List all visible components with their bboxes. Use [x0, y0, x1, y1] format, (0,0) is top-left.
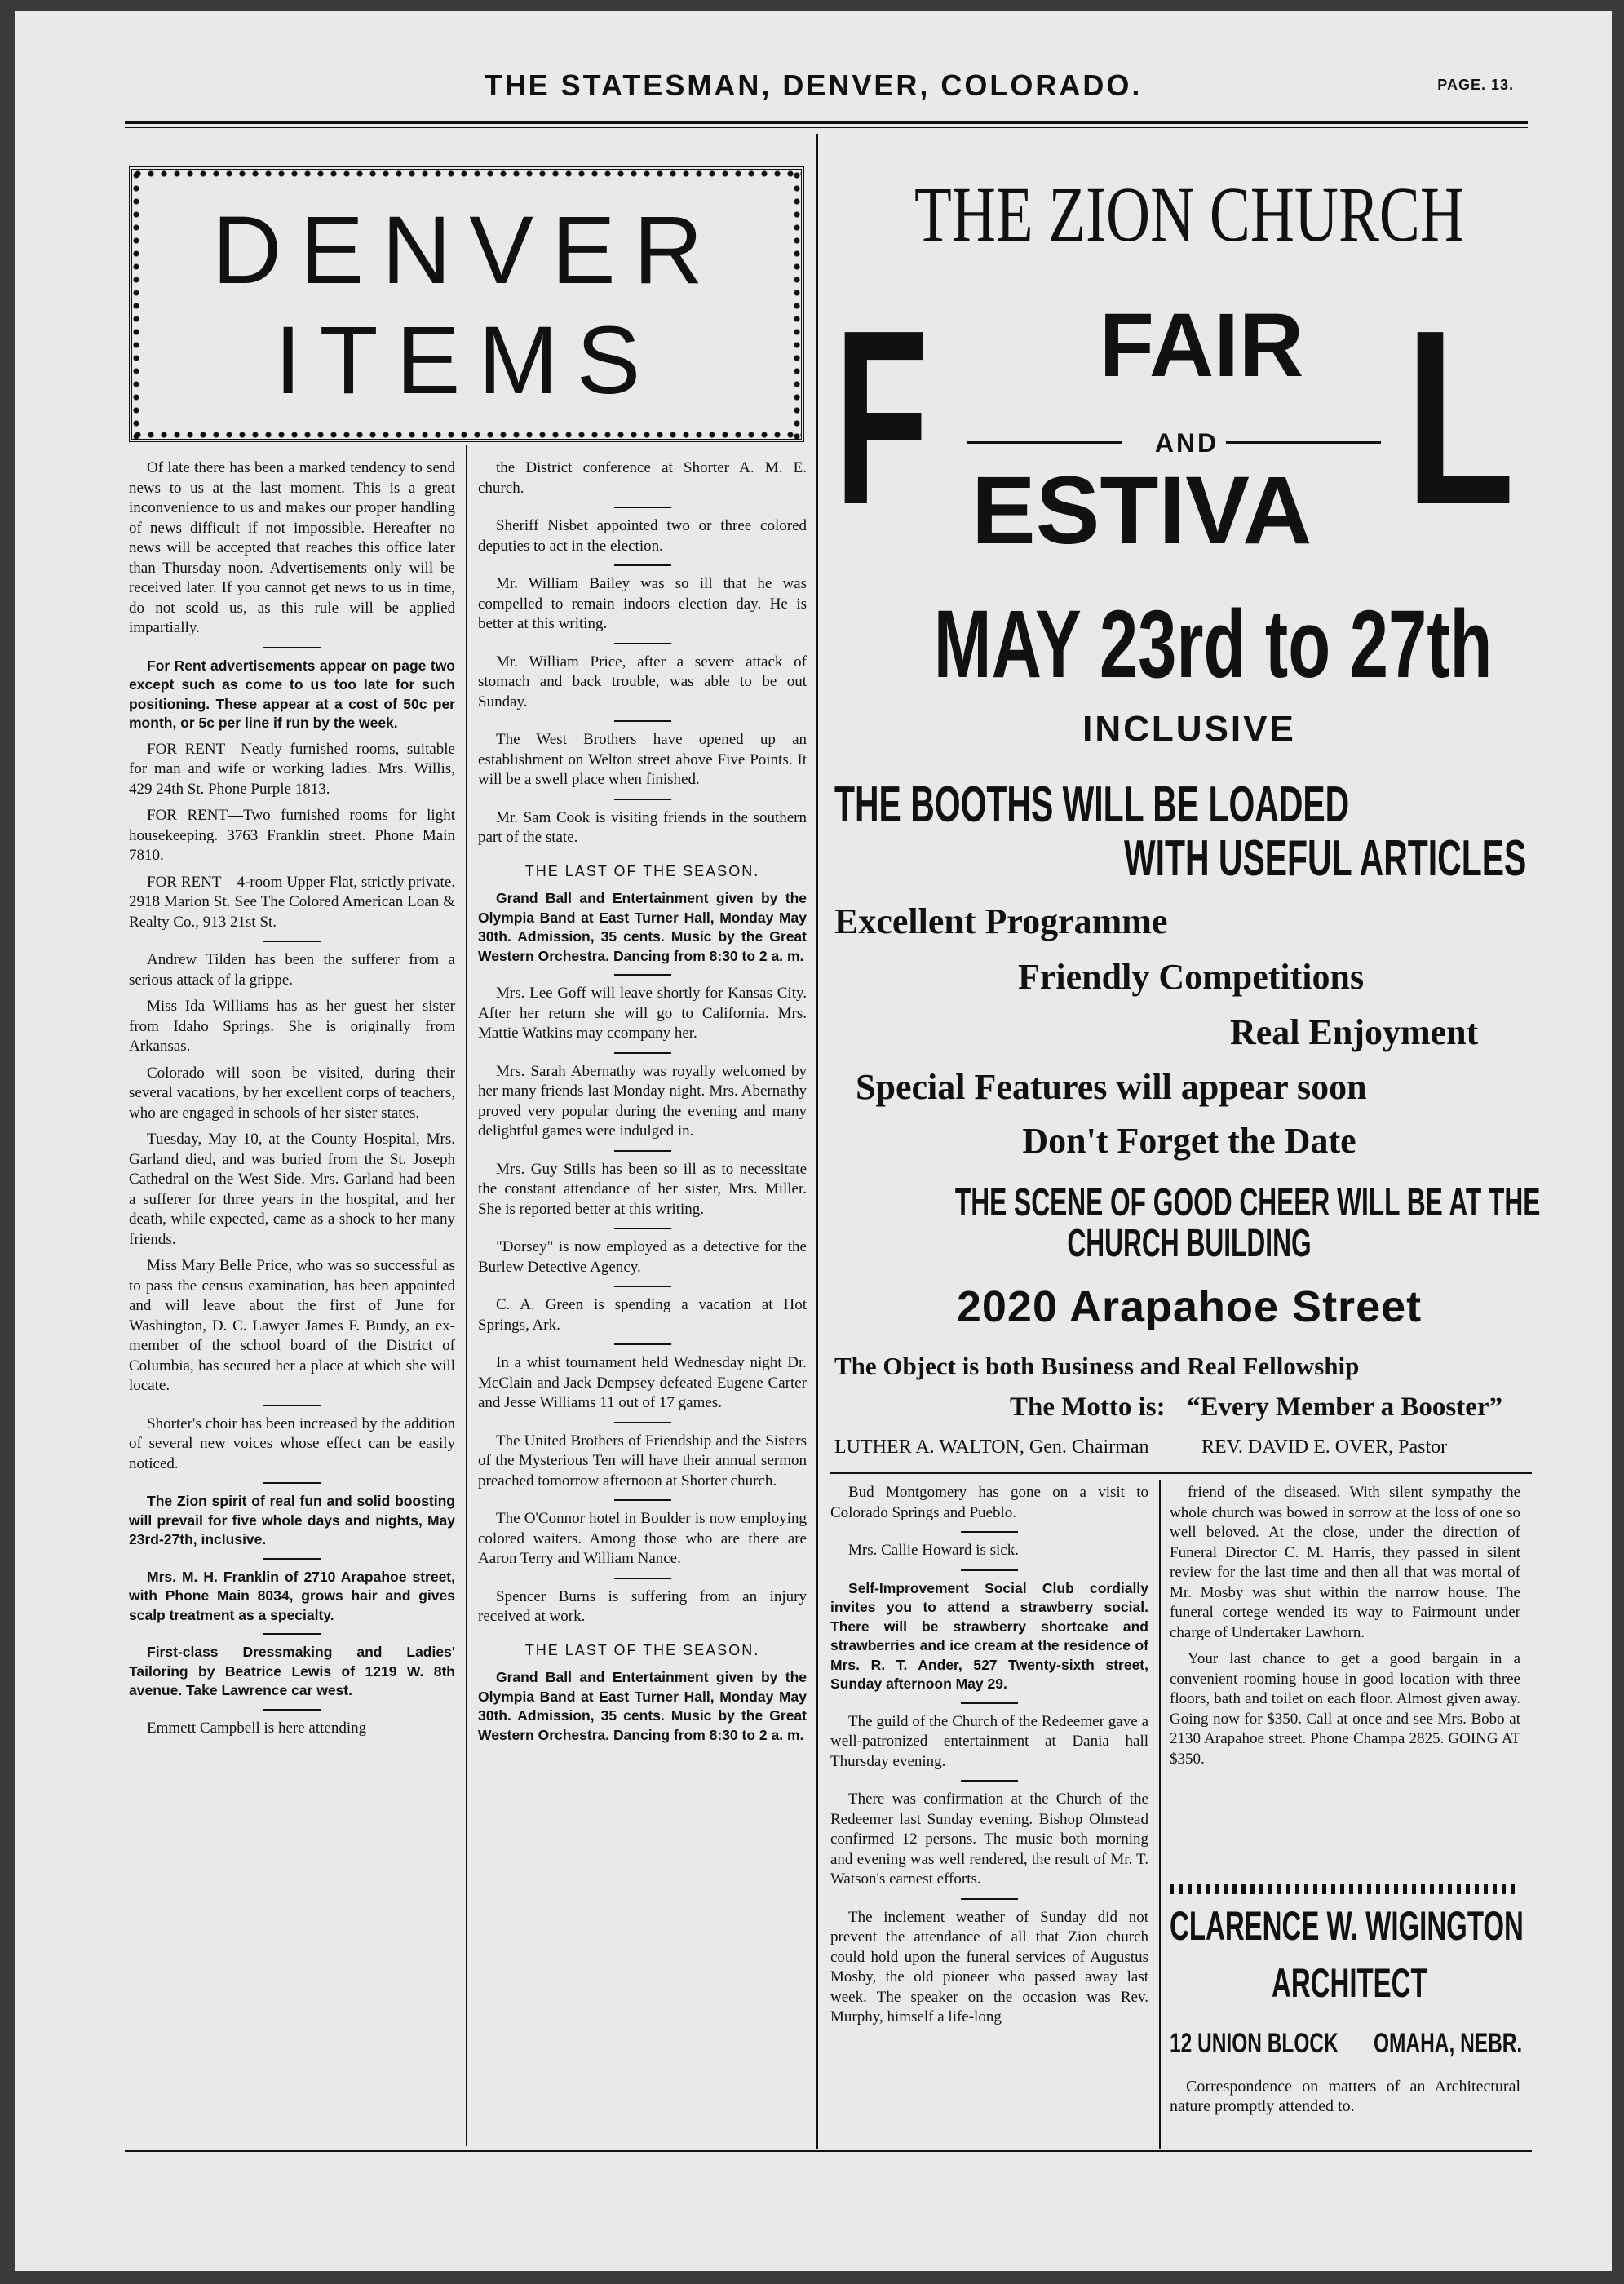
- ad-scene-line-2: CHURCH BUILDING: [1067, 1222, 1312, 1265]
- news-column-3: [830, 1483, 1148, 2034]
- item-separator: [263, 1482, 321, 1484]
- column-rule-3: [1159, 1480, 1161, 2149]
- item-separator: [263, 941, 321, 942]
- ad-dont-forget: Don't Forget the Date: [1022, 1121, 1356, 1161]
- news-item: There was confirmation at the Church of the Redeemer last Sunday evening. Bishop Olmstead confirmed 12 persons. The music both morning and evening was well rendered, the result of Mr. T. Watson's earnest efforts.: [830, 1790, 1148, 1888]
- column-rule-1: [466, 445, 467, 2146]
- card-address: 12 UNION BLOCK: [1170, 2028, 1339, 2059]
- ad-big-letter-l: L: [1405, 278, 1516, 556]
- news-item: C. A. Green is spending a vacation at Hot Springs, Ark.: [478, 1296, 807, 1334]
- ad-motto-label: The Motto is:: [1010, 1392, 1166, 1422]
- item-separator: [614, 1422, 671, 1423]
- ad-inclusive: INCLUSIVE: [1082, 709, 1296, 749]
- news-item: FOR RENT—Neatly furnished rooms, suitable for man and wife or working ladies. Mrs. Willis, 429 24th St. Phone Purple 1813.: [129, 740, 455, 798]
- masthead: THE STATESMAN, DENVER, COLORADO.: [484, 69, 1143, 102]
- ad-pastor: REV. DAVID E. OVER, Pastor: [1201, 1436, 1448, 1458]
- item-separator: [961, 1702, 1018, 1704]
- news-column-1: [129, 458, 455, 1745]
- news-item: Your last chance to get a good bargain in a convenient rooming house in good location with three floors, bath and toilet on each floor. Almost given away. Going now for $350. Call at once and see Mrs. Bobo at 2130 Arapahoe street. Phone Champa 2825. GOING AT $350.: [1170, 1650, 1520, 1768]
- section-heading: THE LAST OF THE SEASON.: [524, 862, 760, 879]
- item-separator: [614, 1578, 671, 1579]
- ad-chairman: LUTHER A. WALTON, Gen. Chairman: [834, 1436, 1149, 1458]
- ad-dates: MAY 23rd to 27th: [933, 591, 1493, 698]
- news-item: Sheriff Nisbet appointed two or three colored deputies to act in the election.: [478, 517, 807, 555]
- news-item: The West Brothers have opened up an establishment on Welton street above Five Points. It will be a swell place when finished.: [478, 731, 807, 788]
- news-column-4: [1170, 1483, 1520, 1776]
- news-item: The United Brothers of Friendship and the Sisters of the Mysterious Ten will have their annual sermon preached tomorrow afternoon at Shorter church.: [478, 1432, 807, 1489]
- news-item: Mrs. Lee Goff will leave shortly for Kansas City. After her return she will go to California. Mrs. Mattie Watkins may ccompany her.: [478, 985, 807, 1042]
- news-item: Grand Ball and Entertainment given by the Olympia Band at East Turner Hall, Monday May 30th. Admission, 35 cents. Music by the Great Western Orchestra. Dancing from 8:30 to 2 a. m.: [478, 1669, 807, 1743]
- news-item: Bud Montgomery has gone on a visit to Colorado Springs and Pueblo.: [830, 1484, 1148, 1521]
- ad-feature-programme: Excellent Programme: [834, 901, 1168, 941]
- ad-booths-line-1: THE BOOTHS WILL BE LOADED: [834, 777, 1350, 833]
- ad-booths-line-2: WITH USEFUL ARTICLES: [1124, 830, 1527, 887]
- ad-big-letter-f: F: [834, 278, 929, 556]
- item-separator: [263, 1558, 321, 1560]
- news-item: Miss Ida Williams has as her guest her sister from Idaho Springs. She is originally from Arkansas.: [129, 998, 455, 1055]
- news-item: Emmett Campbell is here attending: [147, 1719, 367, 1737]
- news-item: Self-Improvement Social Club cordially invites you to attend a strawberry social. There will be strawberry shortcake and strawberries and ice cream at the residence of Mrs. R. T. Ander, 527 Twenty-sixth street, Sunday afternoon May 29.: [830, 1579, 1148, 1692]
- ad-scene-line-1: THE SCENE OF GOOD CHEER WILL BE AT THE: [954, 1181, 1541, 1224]
- zion-church-advertisement: [834, 138, 1544, 1467]
- news-item: The inclement weather of Sunday did not prevent the attendance of all that Zion church could hold upon the funeral services of Augustus Mosby, the old pioneer who passed away last week. The speaker on the occasion was Rev. Murphy, himself a life-long: [830, 1908, 1148, 2025]
- item-separator: [263, 1405, 321, 1406]
- card-note: Correspondence on matters of an Architectural nature promptly attended to.: [1170, 2078, 1520, 2115]
- item-separator: [614, 720, 671, 722]
- news-item: Mr. William Bailey was so ill that he was compelled to remain indoors election day. He is better at this writing.: [478, 575, 807, 632]
- news-item: For Rent advertisements appear on page two except such as come to us too late for such positioning. These appear at a cost of 50c per month, or 5c per line if run by the week.: [129, 657, 455, 731]
- header-rule: [125, 121, 1528, 124]
- ad-and-rule-right: [1226, 441, 1381, 444]
- news-item: Mr. William Price, after a severe attack of stomach and back trouble, was able to be out Sunday.: [478, 653, 807, 710]
- news-item: the District conference at Shorter A. M. E. church.: [478, 459, 807, 497]
- item-separator: [961, 1898, 1018, 1900]
- item-separator: [614, 1052, 671, 1054]
- ad-feature-competitions: Friendly Competitions: [1018, 957, 1365, 997]
- ad-address: 2020 Arapahoe Street: [956, 1282, 1423, 1331]
- newspaper-page: [15, 11, 1612, 2271]
- news-item: The Zion spirit of real fun and solid boosting will prevail for five whole days and nights, May 23rd-27th, inclusive.: [129, 1493, 455, 1547]
- item-separator: [614, 507, 671, 508]
- ad-special-features: Special Features will appear soon: [856, 1067, 1367, 1107]
- news-item: Of late there has been a marked tendency to send news to us at the last moment. This is a great inconvenience to us and makes our proper handling of news difficult if not impossible. Hereafter no news will be accepted that reaches this office later than Thursday noon. Advertisements only will be received later. If you cannot get news to us in time, do not scold us, as this rule will be applied impartially.: [129, 459, 455, 636]
- item-separator: [614, 643, 671, 644]
- ad-bottom-rule: [830, 1472, 1532, 1474]
- architect-card: [1170, 1881, 1524, 2150]
- news-item: Mrs. Callie Howard is sick.: [848, 1542, 1019, 1559]
- item-separator: [614, 799, 671, 800]
- item-separator: [961, 1531, 1018, 1533]
- news-item: Mrs. M. H. Franklin of 2710 Arapahoe street, with Phone Main 8034, grows hair and gives scalp treatment as a specialty.: [129, 1568, 455, 1623]
- news-item: friend of the diseased. With silent sympathy the whole church was bowed in sorrow at the loss of one so well beloved. At the close, under the direction of Funeral Director C. M. Harris, they passed in silent review for the last time and then all that was mortal of Mr. Mosby was shut within the narrow house. The funeral cortege wended its way to Fairmount under charge of Undertaker Lawhorn.: [1170, 1484, 1520, 1641]
- news-item: Tuesday, May 10, at the County Hospital, Mrs. Garland died, and was buried from the St. Joseph Cathedral on the West Side. Mrs. Garland had been a sufferer for three years in the hospital, and her death, while expected, came as a shock to her many friends.: [129, 1131, 455, 1248]
- news-item: Mr. Sam Cook is visiting friends in the southern part of the state.: [478, 808, 807, 846]
- news-item: In a whist tournament held Wednesday night Dr. McClain and Jack Dempsey defeated Eugene Carter and Jesse Williams 11 out of 17 games.: [478, 1354, 807, 1411]
- news-column-2: [478, 458, 807, 1751]
- page-number: PAGE. 13.: [1437, 77, 1514, 93]
- item-separator: [614, 1499, 671, 1501]
- item-separator: [614, 564, 671, 566]
- news-item: "Dorsey" is now employed as a detective for the Burlew Detective Agency.: [478, 1238, 807, 1276]
- item-separator: [614, 1286, 671, 1287]
- item-separator: [961, 1569, 1018, 1571]
- bottom-rule: [125, 2150, 1532, 2152]
- news-item: Spencer Burns is suffering from an injury received at work.: [478, 1587, 807, 1625]
- title-items: ITEMS: [274, 307, 659, 414]
- item-separator: [263, 1633, 321, 1635]
- ornament-border-bottom: [132, 429, 801, 440]
- news-item: Mrs. Sarah Abernathy was royally welcomed by her many friends last Monday night. Mrs. Abernathy proved very popular during the evening and many delightful games were indulged in.: [478, 1062, 807, 1140]
- page-header: [15, 69, 1612, 117]
- card-city: OMAHA, NEBR.: [1374, 2028, 1523, 2059]
- ad-object: The Object is both Business and Real Fellowship: [834, 1352, 1360, 1380]
- news-item: Andrew Tilden has been the sufferer from a serious attack of la grippe.: [129, 951, 455, 989]
- card-name: CLARENCE W. WIGINGTON: [1170, 1903, 1524, 1949]
- news-item: Miss Mary Belle Price, who was so successful as to pass the census examination, has been appointed and will leave about the first of June for Washington, D. C. Lawyer James F. Bundy, an ex-member of the school board of the District of Columbia, has secured her a place at which she will locate.: [129, 1257, 455, 1394]
- item-separator: [614, 1150, 671, 1152]
- header-rule-thin: [125, 127, 1528, 128]
- item-separator: [614, 1228, 671, 1229]
- news-item: Mrs. Guy Stills has been so ill as to necessitate the constant attendance of her sister, Mrs. Miller. She is reported better at this writing.: [478, 1160, 807, 1218]
- news-item: The O'Connor hotel in Boulder is now employing colored waiters. Among those who are there are Aaron Terry and William Nance.: [478, 1510, 807, 1567]
- item-separator: [961, 1780, 1018, 1782]
- news-item: Colorado will soon be visited, during their several vacations, by her excellent corps of teachers, who are engaged in schools of her sister states.: [129, 1064, 455, 1122]
- ad-church-name: THE ZION CHURCH: [914, 170, 1464, 258]
- column-rule-2: [816, 134, 818, 2149]
- ornament-border-top: [132, 168, 801, 179]
- title-denver: DENVER: [212, 197, 721, 304]
- card-title: ARCHITECT: [1272, 1960, 1427, 2006]
- news-item: The guild of the Church of the Redeemer gave a well-patronized entertainment at Dania hall Thursday evening.: [830, 1712, 1148, 1770]
- ad-fair: FAIR: [1099, 295, 1304, 396]
- section-heading: THE LAST OF THE SEASON.: [524, 1641, 760, 1658]
- news-item: Shorter's choir has been increased by the addition of several new voices whose effect can be easily noticed.: [129, 1414, 455, 1472]
- item-separator: [614, 974, 671, 976]
- ad-motto: “Every Member a Booster”: [1187, 1392, 1503, 1422]
- ad-feature-enjoyment: Real Enjoyment: [1230, 1012, 1479, 1052]
- ad-estiva: ESTIVA: [971, 457, 1312, 564]
- denver-items-title-box: [129, 166, 804, 442]
- item-separator: [263, 647, 321, 648]
- news-item: FOR RENT—Two furnished rooms for light housekeeping. 3763 Franklin street. Phone Main 7810.: [129, 807, 455, 864]
- news-item: First-class Dressmaking and Ladies' Tailoring by Beatrice Lewis of 1219 W. 8th avenue. Take Lawrence car west.: [129, 1644, 455, 1698]
- news-item: FOR RENT—4-room Upper Flat, strictly private. 2918 Marion St. See The Colored American Loan & Realty Co., 913 21st St.: [129, 873, 455, 931]
- ad-and: AND: [1154, 428, 1219, 458]
- card-ornament-rule: [1170, 1884, 1520, 1894]
- item-separator: [614, 1343, 671, 1345]
- news-item: Grand Ball and Entertainment given by the Olympia Band at East Turner Hall, Monday May 30th. Admission, 35 cents. Music by the Great Western Orchestra. Dancing from 8:30 to 2 a. m.: [478, 890, 807, 964]
- item-separator: [263, 1709, 321, 1711]
